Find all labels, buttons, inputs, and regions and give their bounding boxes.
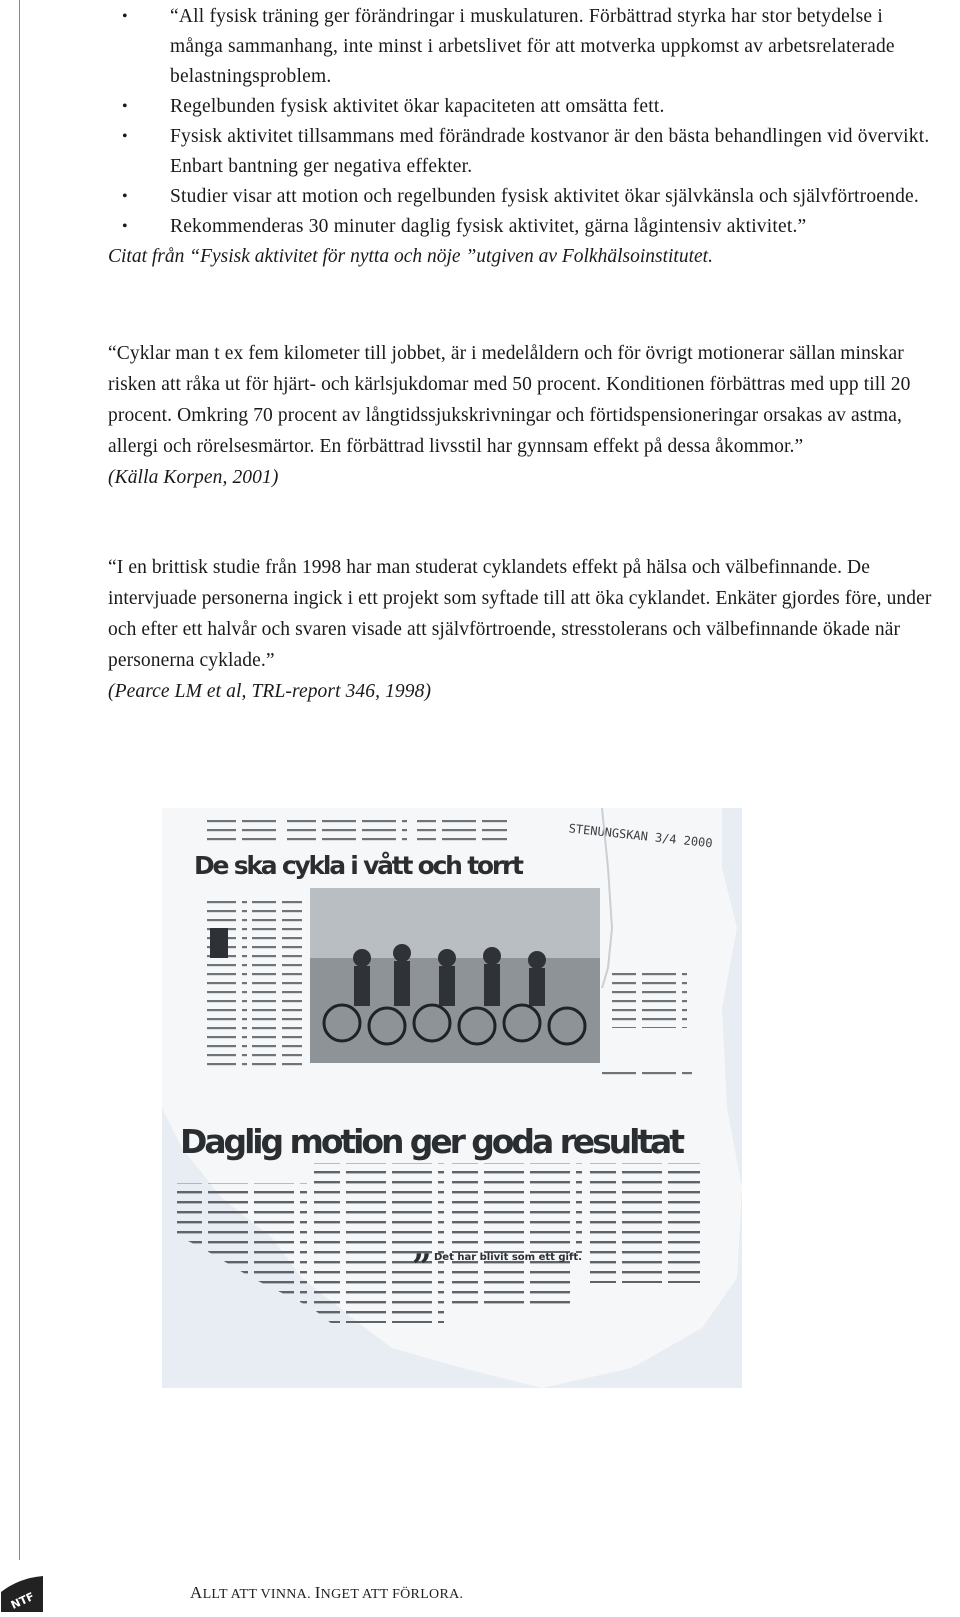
bullet-item: • Fysisk aktivitet tillsammans med förändrade kostvanor är den bästa behandlingen vid övervikt. Enbart bantning ger negativa effekter. (108, 122, 938, 182)
clipping-headline-bottom: Daglig motion ger goda resultat (180, 1122, 685, 1161)
ntf-logo (1, 1572, 43, 1612)
footer-tagline: ALLT ATT VINNA. INGET ATT FÖRLORA. (190, 1583, 464, 1602)
clipping-headline-top: De ska cykla i vått och torrt (194, 851, 524, 880)
bullet-list (108, 2, 938, 242)
quote-korpen (108, 338, 938, 493)
bullet-item: • “All fysisk träning ger förändringar i muskulaturen. Förbättrad styrka har stor betydelse i många sammanhang, inte minst i arbetslivet för att motverka uppkomst av arbetsrelaterade belastningsproblem. (108, 2, 938, 92)
bullet-item: • Rekommenderas 30 minuter daglig fysisk aktivitet, gärna lågintensiv aktivitet.” (108, 212, 938, 242)
clipping-handwritten-note: STENUNGSKAN 3/4 2000 (568, 821, 714, 851)
quote-source: (Pearce LM et al, TRL-report 346, 1998) (108, 681, 432, 702)
bullet-item: • Regelbunden fysisk aktivitet ökar kapaciteten att omsätta fett. (108, 92, 938, 122)
margin-rule (19, 0, 20, 1560)
ntf-logo-text: NTF (8, 1589, 37, 1612)
clipping-pull-quote: Det har blivit som ett gift. (434, 1252, 582, 1263)
bullet-icon: • (122, 218, 128, 235)
quote-text: “I en brittisk studie från 1998 har man studerat cyklandets effekt på hälsa och välbefinnande. De intervjuade personerna ingick i ett projekt som syftade till att öka cyklandet. Enkäter gjordes före, under och efter ett halvår och svaren visade att självförtroende, stresstolerans och välbefinnande ökade när personerna cyklade.” (108, 557, 932, 671)
quote-text: “Cyklar man t ex fem kilometer till jobbet, är i medelåldern och för övrigt motionerar sällan minskar risken att råka ut för hjärt- och kärlsjukdomar med 50 procent. Konditionen förbättras med upp till 20 procent. Omkring 70 procent av långtidssjukskrivningar och förtidspensioneringar orsakas av astma, allergi och rörelsesmärtor. En förbättrad livsstil har gynnsam effekt på dessa åkommor.” (108, 343, 911, 457)
bullet-icon: • (122, 128, 128, 145)
bullet-item: • Studier visar att motion och regelbunden fysisk aktivitet ökar självkänsla och självförtroende. (108, 182, 938, 212)
bullet-section (108, 2, 938, 272)
quote-source: (Källa Korpen, 2001) (108, 467, 279, 488)
svg-text:”: ” (412, 1247, 432, 1287)
bullet-citation: Citat från “Fysisk aktivitet för nytta och nöje ”utgiven av Folkhälsoinstitutet. (108, 246, 713, 267)
quote-pearce (108, 552, 938, 707)
bullet-icon: • (122, 98, 128, 115)
newspaper-clipping (162, 808, 742, 1388)
bullet-icon: • (122, 188, 128, 205)
bullet-icon: • (122, 8, 128, 25)
